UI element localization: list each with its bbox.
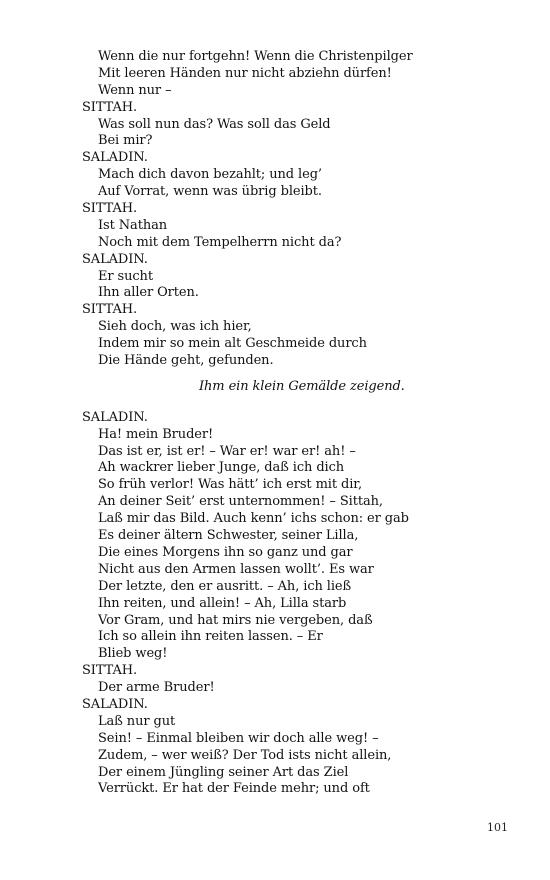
verse-line: Auf Vorrat, wenn was übrig bleibt. [98,184,322,200]
verse-line: Was soll nun das? Was soll das Geld [98,116,331,132]
verse-line: Indem mir so mein alt Geschmeide durch [98,336,367,352]
verse-line: Bei mir? [98,133,153,149]
verse-line: Sieh doch, was ich hier, [98,319,252,335]
verse-line: Laß nur gut [98,713,176,729]
speaker-name: SALADIN. [82,251,148,267]
speaker-name: SITTAH. [82,99,138,115]
verse-line: Ist Nathan [98,217,168,233]
verse-line: Nicht aus den Armen lassen wollt’. Es war [98,561,374,577]
speaker-name: SALADIN. [82,150,148,166]
speaker-name: SALADIN. [82,409,148,425]
play-text [82,49,482,798]
verse-line: Ihn reiten, und allein! – Ah, Lilla starb [98,595,347,611]
verse-line: An deiner Seit’ erst unternommen! – Sittah, [98,494,383,510]
verse-line: Er sucht [98,268,153,284]
verse-line: Wenn nur – [98,82,172,98]
verse-line: Ha! mein Bruder! [98,426,214,442]
verse-line: Zudem, – wer weiß? Der Tod ists nicht allein, [98,747,392,763]
page-number: 101 [487,821,508,834]
speaker-name: SITTAH. [82,663,138,679]
verse-line: Ich so allein ihn reiten lassen. – Er [98,629,323,645]
verse-line: Das ist er, ist er! – War er! war er! ah! – [98,443,356,459]
verse-line: Der arme Bruder! [98,680,215,696]
verse-line: Der einem Jüngling seiner Art das Ziel [98,764,349,780]
stage-direction: Ihm ein klein Gemälde zeigend. [199,378,405,394]
verse-line: Noch mit dem Tempelherrn nicht da? [98,234,342,250]
verse-line: Die Hände geht, gefunden. [98,353,274,369]
speaker-name: SITTAH. [82,201,138,217]
verse-line: Sein! – Einmal bleiben wir doch alle weg! – [98,730,379,746]
verse-line: Laß mir das Bild. Auch kenn’ ichs schon: er gab [98,511,409,527]
verse-line: Die eines Morgens ihn so ganz und gar [98,544,353,560]
verse-line: Blieb weg! [98,646,168,662]
speaker-name: SITTAH. [82,302,138,318]
verse-line: Ihn aller Orten. [98,285,199,301]
verse-line: Mit leeren Händen nur nicht abziehn dürfen! [98,65,392,81]
verse-line: Es deiner ältern Schwester, seiner Lilla, [98,528,359,544]
verse-line: So früh verlor! Was hätt’ ich erst mit dir, [98,477,363,493]
verse-line: Mach dich davon bezahlt; und leg’ [98,167,322,183]
verse-line: Wenn die nur fortgehn! Wenn die Christenpilger [98,49,413,64]
verse-line: Der letzte, den er ausritt. – Ah, ich ließ [98,578,352,594]
speaker-name: SALADIN. [82,696,148,712]
verse-line: Ah wackrer lieber Junge, daß ich dich [98,460,345,476]
verse-line: Vor Gram, und hat mirs nie vergeben, daß [98,612,373,628]
verse-line: Verrückt. Er hat der Feinde mehr; und oft [98,781,370,797]
